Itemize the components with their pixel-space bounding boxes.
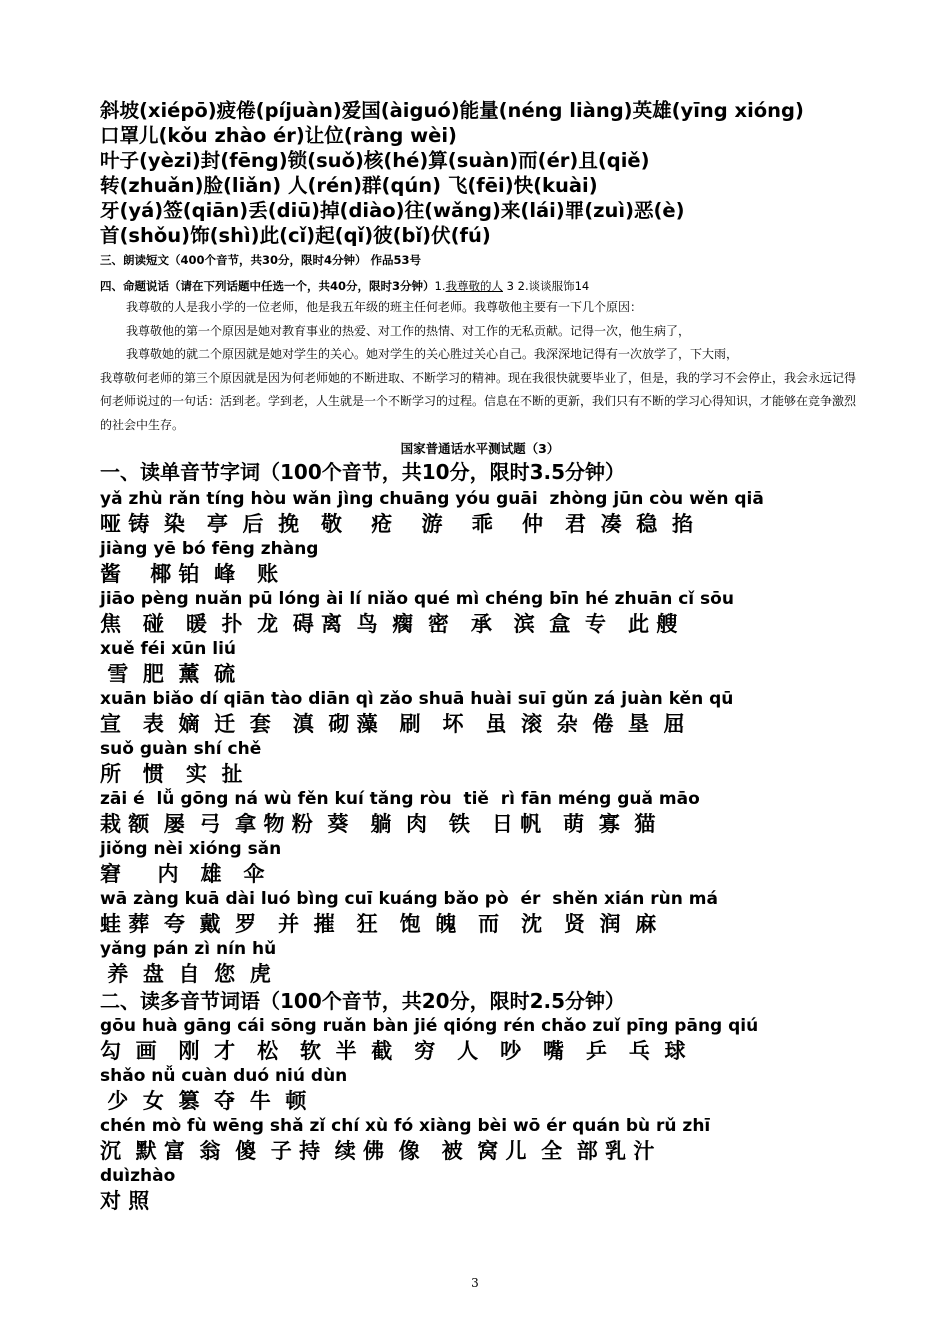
part1-rows: [100, 488, 860, 988]
topic1: 我尊敬的人: [445, 279, 503, 293]
pinyin-row: yǎng pán zì nín hǔ: [100, 939, 277, 959]
hanzi-row: 对 照: [100, 1189, 150, 1213]
pinyin-row: shǎo nǚ cuàn duó niú dùn: [100, 1066, 348, 1086]
pinyin-row: duìzhào: [100, 1166, 176, 1186]
pinyin-row: xuān biǎo dí qiān tào diān qì zǎo shuā huài suī gǔn zá juàn kěn qū: [100, 689, 734, 709]
essay: [100, 296, 860, 437]
section3-heading: 三、朗读短文（400个音节，共30分，限时4分钟） 作品53号: [100, 253, 422, 267]
section4-heading: [100, 278, 860, 294]
vocab-line: 斜坡(xiépō)疲倦(píjuàn)爱国(àiguó)能量(néng liàng)英雄(yīng xióng): [100, 99, 804, 122]
pinyin-row: jiǒng nèi xióng sǎn: [100, 839, 282, 859]
pinyin-row: jiāo pèng nuǎn pū lóng ài lí niǎo qué mì chéng bīn hé zhuān cǐ sōu: [100, 589, 734, 609]
vocab-line: 叶子(yèzi)封(fēng)锁(suǒ)核(hé)算(suàn)而(ér)且(qiě): [100, 149, 650, 172]
hanzi-row: 酱 椰 铂 峰 账: [100, 562, 279, 586]
hanzi-row: 养 盘 自 您 虎: [100, 962, 271, 986]
topic1-number: 1.: [434, 279, 446, 293]
pinyin-row: wā zàng kuā dài luó bìng cuī kuáng bǎo pò ér shěn xián rùn má: [100, 889, 718, 909]
pinyin-row: jiàng yē bó fēng zhàng: [100, 539, 319, 559]
vocab-line: 首(shǒu)饰(shì)此(cǐ)起(qǐ)彼(bǐ)伏(fú): [100, 224, 491, 247]
essay-paragraph: 我尊敬他的第一个原因是她对教育事业的热爱、对工作的热情、对工作的无私贡献。记得一次，他生病了，: [126, 323, 691, 338]
part2-heading: 二、读多音节词语（100个音节，共20分，限时2.5分钟）: [100, 989, 626, 1013]
hanzi-row: 宣 表 嫡 迁 套 滇 砌 藻 刷 坏 虽 滚 杂 倦 垦 屈: [100, 712, 685, 736]
vocab-line: 转(zhuǎn)脸(liǎn) 人(rén)群(qún) 飞(fēi)快(kuài): [100, 174, 598, 197]
part2-rows: [100, 1015, 860, 1215]
topic-rest: 3 2.谈谈服饰14: [503, 279, 590, 293]
section4-heading-text: 四、命题说话（请在下列话题中任选一个，共40分，限时3分钟）: [100, 279, 435, 293]
vocab-line: 牙(yá)签(qiān)丢(diū)掉(diào)往(wǎng)来(lái)罪(zuì)恶(è): [100, 199, 685, 222]
vocab-block: [100, 98, 860, 248]
essay-paragraph: 我尊敬的人是我小学的一位老师，他是我五年级的班主任何老师。我尊敬他主要有一下几个原因：: [126, 300, 643, 314]
hanzi-row: 蛙 葬 夸 戴 罗 并 摧 狂 饱 魄 而 沈 贤 润 麻: [100, 912, 657, 936]
pinyin-row: zāi é lǚ gōng ná wù fěn kuí tǎng ròu tiě rì fān méng guǎ māo: [100, 789, 700, 809]
part1-heading: 一、读单音节字词（100个音节，共10分，限时3.5分钟）: [100, 460, 626, 484]
pinyin-row: suǒ guàn shí chě: [100, 739, 262, 759]
hanzi-row: 少 女 篡 夺 牛 顿: [100, 1089, 307, 1113]
pinyin-row: xuě féi xūn liú: [100, 639, 237, 659]
hanzi-row: 栽 额 屡 弓 拿 物 粉 葵 躺 肉 铁 日 帆 萌 寡 猫: [100, 812, 656, 836]
test-title: 国家普通话水平测试题（3）: [400, 441, 560, 456]
pinyin-row: chén mò fù wēng shǎ zǐ chí xù fó xiàng bèi wō ér quán bù rǔ zhī: [100, 1116, 711, 1136]
hanzi-row: 所 惯 实 扯: [100, 762, 243, 786]
vocab-line: 口罩儿(kǒu zhào ér)让位(ràng wèi): [100, 124, 457, 147]
hanzi-row: 勾 画 刚 才 松 软 半 截 穷 人 吵 嘴 乒 乓 球: [100, 1039, 686, 1063]
essay-paragraph: 我尊敬何老师的第三个原因就是因为何老师她的不断进取、不断学习的精神。现在我很快就要毕业了，但是，我的学习不会停止，我会永远记得何老师说过的一句话：活到老。学到老，人生就是一个不断学习的过程。信息在不断的更新，我们只有不断的学习心得知识，才能够在竞争激烈的社会中生存。: [100, 370, 857, 432]
hanzi-row: 雪 肥 薰 硫: [100, 662, 236, 686]
hanzi-row: 窘 内 雄 伞: [100, 862, 265, 886]
hanzi-row: 哑 铸 染 亭 后 挽 敬 疮 游 乖 仲 君 凑 稳 掐: [100, 512, 693, 536]
essay-paragraph: 我尊敬她的就二个原因就是她对学生的关心。她对学生的关心胜过关心自己。我深深地记得有一次放学了，下大雨，: [126, 347, 739, 361]
page-number: 3: [471, 1276, 479, 1290]
pinyin-row: yǎ zhù rǎn tíng hòu wǎn jìng chuāng yóu guāi zhòng jūn còu wěn qiā: [100, 489, 764, 509]
pinyin-row: gōu huà gāng cái sōng ruǎn bàn jié qióng rén chǎo zuǐ pīng pāng qiú: [100, 1016, 759, 1036]
hanzi-row: 沉 默 富 翁 傻 子 持 续 佛 像 被 窝 儿 全 部 乳 汁: [100, 1139, 655, 1163]
hanzi-row: 焦 碰 暖 扑 龙 碍 离 鸟 瘸 密 承 滨 盒 专 此 艘: [100, 612, 678, 636]
document-body: [100, 98, 860, 1215]
